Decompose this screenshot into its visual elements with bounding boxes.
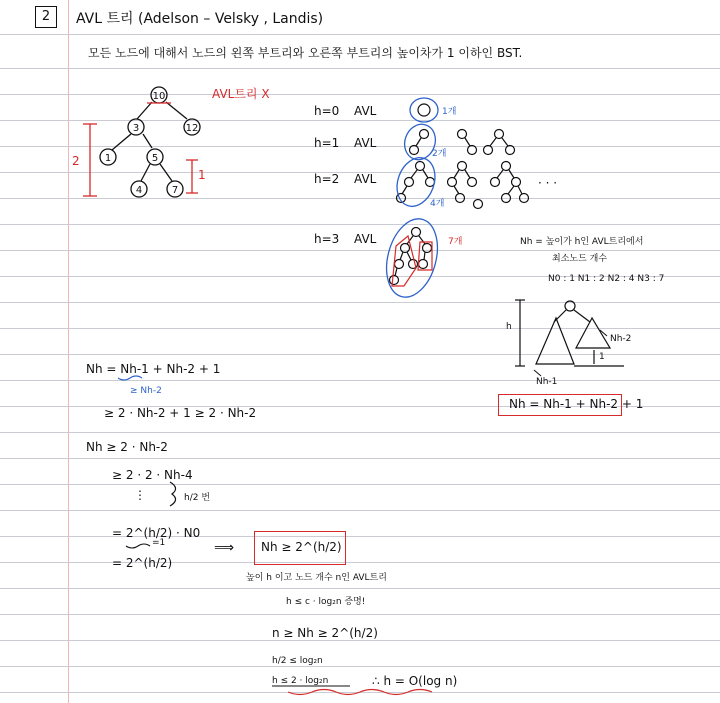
eq-line3: Nh ≥ 2 · Nh-2 [86,440,168,454]
eq-line6: = 2^(h/2) · N0 [112,526,201,540]
conclusion-line4: h/2 ≤ log₂n [272,656,323,666]
h0-type: AVL [354,104,377,118]
h1-count: 2개 [432,149,447,159]
eq-line2: ≥ 2 · Nh-2 + 1 ≥ 2 · Nh-2 [104,406,257,420]
min-trees-h1 [410,130,515,155]
eq-line7: = 2^(h/2) [112,556,173,570]
tree-label-1: 1 [104,153,112,164]
tree-label-7: 7 [171,185,179,196]
definition-text: 모든 노드에 대해서 노드의 왼쪽 부트리와 오른쪽 부트리의 높이차가 1 이하인 BST. [88,46,523,60]
h3-count: 7개 [448,237,463,247]
diagram-h-label: h [506,322,512,332]
eq-line5: ⋮ [134,488,146,502]
tree-label-12: 12 [185,123,199,134]
problem-number: 2 [35,6,57,28]
implies-arrow: ⟹ [214,540,235,556]
h2-type: AVL [354,172,377,186]
n0-underline [126,544,150,548]
h3-type: AVL [354,232,377,246]
conclusion-underline [288,690,432,695]
general-avl-diagram [515,300,624,366]
conclusion-line5: h ≤ 2 · log₂n [272,676,329,686]
h3-label: h=3 [314,232,340,246]
h0-count: 1개 [442,107,457,117]
h1-label: h=1 [314,136,340,150]
recurrence-box [498,394,644,416]
min-tree-h0 [418,104,430,116]
h2-count: 4개 [430,199,445,209]
conclusion-line1: 높이 h 이고 노드 개수 n인 AVL트리 [246,573,387,583]
repeat-brace [170,482,176,506]
page-title: AVL 트리 (Adelson – Velsky , Landis) [76,11,324,27]
right-height-label: 1 [198,168,206,182]
tree-label-3: 3 [132,123,140,134]
left-height-label: 2 [72,154,80,168]
eq-line1: Nh = Nh-1 + Nh-2 + 1 [86,362,221,376]
tree-label-4: 4 [135,185,143,196]
not-avl-label: AVL트리 X [212,87,270,101]
recurrence-text: Nh = Nh-1 + Nh-2 + 1 [509,397,644,411]
nh-def-line2: 최소노드 개수 [552,254,608,264]
diagram-right-sub-label: Nh-2 [610,334,632,344]
h2-label: h=2 [314,172,340,186]
tree-label-5: 5 [151,153,159,164]
conclusion-final: ∴ h = O(log n) [372,674,458,688]
nh-def-line1: Nh = 높이가 h인 AVL트리에서 [520,237,644,247]
h0-label: h=0 [314,104,340,118]
h3-highlight [378,213,445,303]
eq-line5-note: h/2 번 [184,493,211,503]
min-trees-h2 [397,162,529,209]
tree-label-10: 10 [152,91,166,102]
diagram-diff-label: 1 [599,352,605,362]
eq-line6-note: =1 [152,538,166,548]
h1-type: AVL [354,136,377,150]
conclusion-line3: n ≥ Nh ≥ 2^(h/2) [272,626,378,640]
height-markers [83,103,198,196]
left-sub-pointer [534,370,541,376]
conclusion-line2: h ≤ c · log₂n 증명! [286,597,366,607]
nh-def-values: N0 : 1 N1 : 2 N2 : 4 N3 : 7 [548,274,665,284]
blue-underline [118,376,142,380]
diagram-left-sub-label: Nh-1 [536,377,558,387]
result-text: Nh ≥ 2^(h/2) [261,540,342,554]
more-trees-ellipsis: · · · [538,176,558,190]
result-box [254,531,346,565]
h0-highlight [410,98,438,122]
eq-line1-note: ≥ Nh-2 [130,386,162,396]
eq-line4: ≥ 2 · 2 · Nh-4 [112,468,193,482]
